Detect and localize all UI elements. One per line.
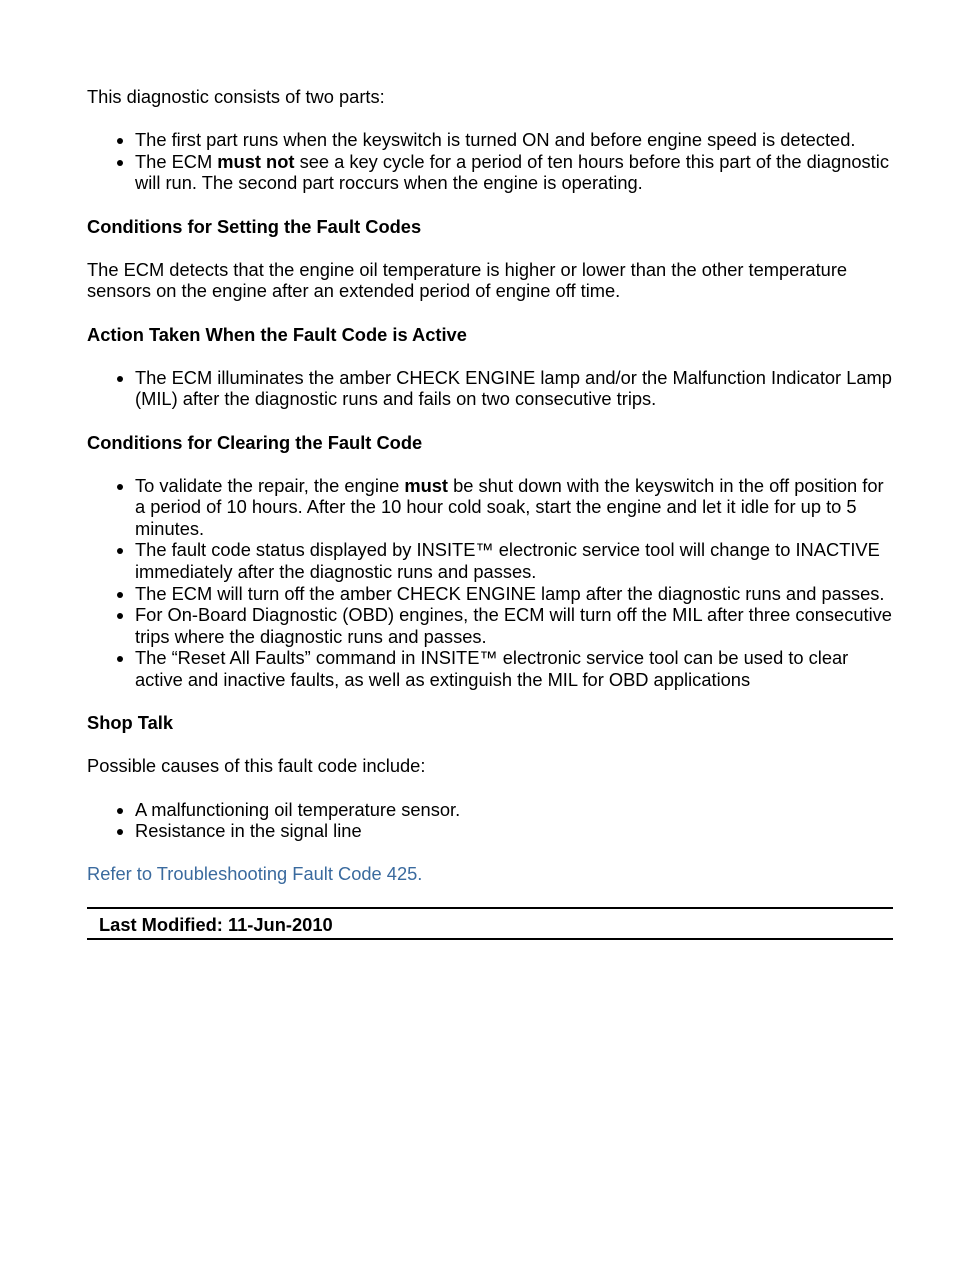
list-item-text-pre: To validate the repair, the engine [135,474,405,496]
section-heading-clearing: Conditions for Clearing the Fault Code [87,431,423,453]
list-item-text: Resistance in the signal line [135,820,362,842]
last-modified-footer [87,907,893,940]
list-item [87,820,893,842]
list-item-text: The “Reset All Faults” command in INSITE™ electronic service tool can be used to clear active and inactive faults, as well as extinguish the MIL for OBD applications [135,647,849,691]
intro-paragraph: This diagnostic consists of two parts: [87,86,385,107]
list-item [87,367,893,410]
list-item [87,647,893,690]
list-item [87,539,893,582]
bullet-icon [117,138,123,144]
bullet-icon [117,592,123,598]
list-item-text: The first part runs when the keyswitch is turned ON and before engine speed is detected. [135,129,856,151]
list-item-text: The fault code status displayed by INSITE™ electronic service tool will change to INACTIVE immediately after the diagnostic runs and passes. [135,539,880,583]
list-item-text-post: be shut down with the keyswitch in the off position for a period of 10 hours. After the 10 hour cold soak, start the engine and let it idle for up to 5 minutes. [135,474,884,539]
section-heading-shop-talk: Shop Talk [87,712,173,734]
setting-paragraph: The ECM detects that the engine oil temperature is higher or lower than the other temperature sensors on the engine after an extended period of engine off time. [87,258,848,302]
list-item-text-post: see a key cycle for a period of ten hours before this part of the diagnostic will run. The second part roccurs when the engine is operating. [135,150,889,194]
list-item-text: A malfunctioning oil temperature sensor. [135,798,461,820]
section-heading-action: Action Taken When the Fault Code is Active [87,323,467,345]
last-modified-text: Last Modified: 11-Jun-2010 [99,913,333,935]
list-item-text: For On-Board Diagnostic (OBD) engines, the ECM will turn off the MIL after three consecutive trips where the diagnostic runs and passes. [135,604,892,647]
list-item [87,129,893,151]
bullet-icon [117,829,123,835]
list-item-text-pre: The ECM [135,150,218,172]
list-item [87,475,893,540]
list-item [87,151,893,194]
bullet-icon [117,656,123,662]
bullet-icon [117,548,123,554]
section-heading-setting: Conditions for Setting the Fault Codes [87,215,422,237]
document-page [87,86,893,940]
list-item-text: The ECM illuminates the amber CHECK ENGINE lamp and/or the Malfunction Indicator Lamp (MIL) after the diagnostic runs and fails on two consecutive trips. [135,366,892,410]
action-list [87,367,893,410]
bullet-icon [117,376,123,382]
troubleshooting-link[interactable]: Refer to Troubleshooting Fault Code 425. [87,863,423,885]
bullet-icon [117,160,123,166]
shop-talk-paragraph: Possible causes of this fault code include: [87,755,426,777]
bullet-icon [117,808,123,814]
list-item-text: The ECM will turn off the amber CHECK ENGINE lamp after the diagnostic runs and passes. [135,582,885,604]
clearing-list [87,475,893,691]
list-item [87,799,893,821]
emphasis-text: must not [217,150,295,172]
list-item [87,604,893,647]
bullet-icon [117,613,123,619]
emphasis-text: must [404,474,449,496]
bullet-icon [117,484,123,490]
shop-talk-list [87,799,893,842]
list-item [87,583,893,605]
intro-list [87,129,893,194]
